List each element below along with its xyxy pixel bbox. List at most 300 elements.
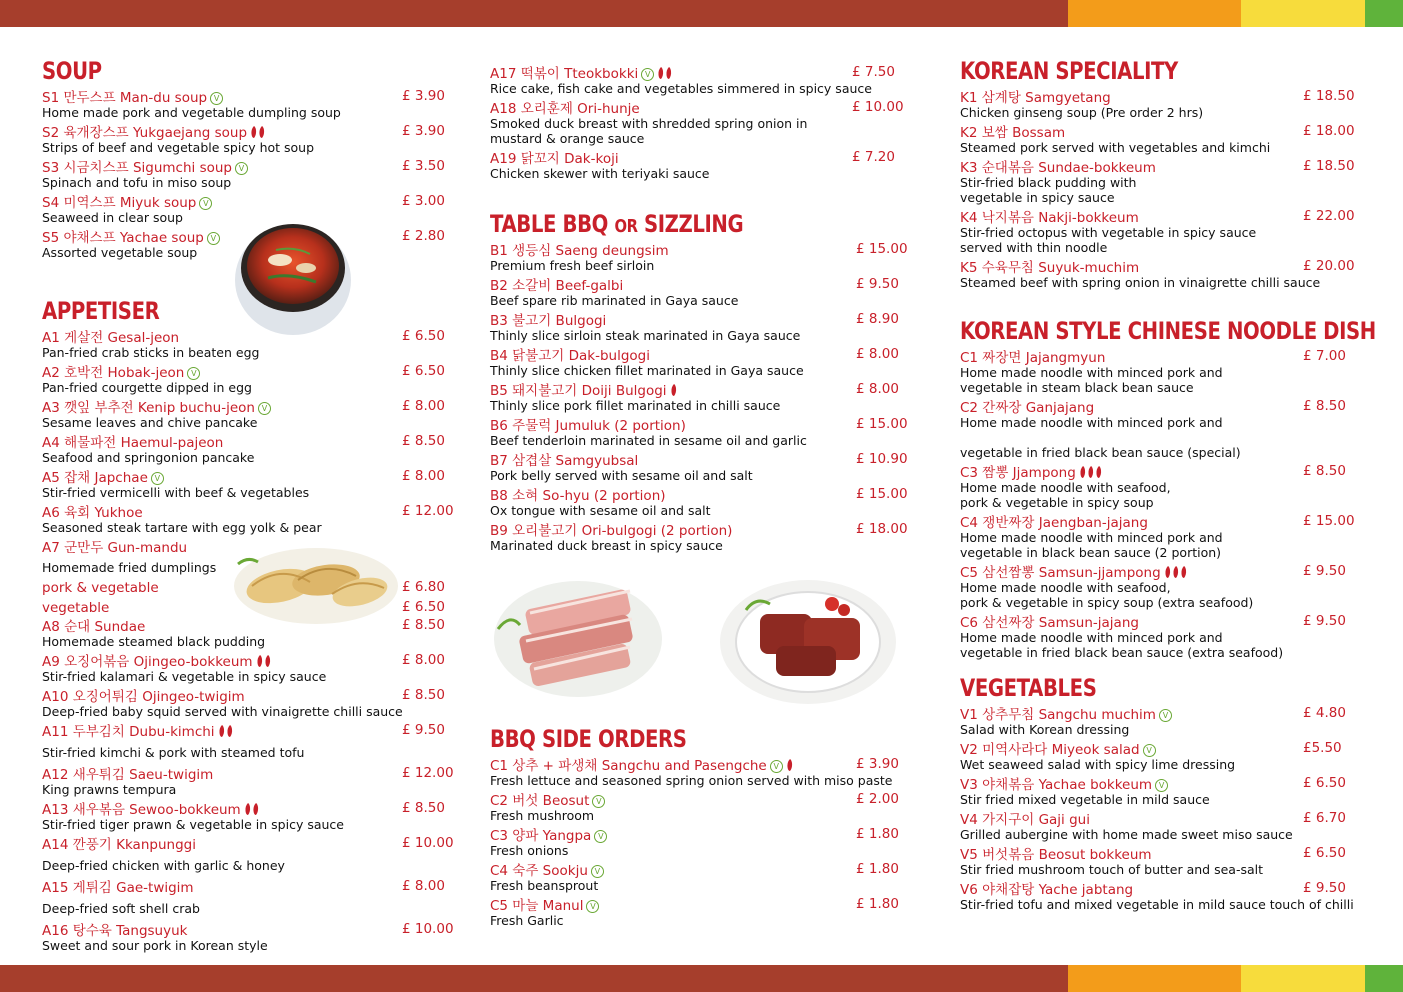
item-price: £ 7.00 [1303,348,1346,364]
item-name: A6 육회 Yukhoe [42,505,143,521]
bbq-side-orders-section [490,724,912,931]
item-name: C3 짬뽕 Jjampong [960,465,1076,481]
item-description: Fresh Garlic [490,913,564,928]
item-description: Rice cake, fish cake and vegetables simmered in spicy sauce [490,81,872,96]
item-description: served with thin noodle [960,240,1108,255]
item-name: A4 해물파전 Haemul-pajeon [42,435,224,451]
item-name: B4 닭불고기 Dak-bulgogi [490,348,650,364]
chili-icon [1173,566,1178,578]
bar-segment-yellow [1241,0,1365,27]
item-name: B8 소혀 So-hyu (2 portion) [490,488,666,504]
item-description: Home made noodle with minced pork and [960,630,1223,645]
item-description: Seasoned steak tartare with egg yolk & pear [42,520,322,535]
item-name: C2 버섯 Beosut [490,793,590,809]
item-description: King prawns tempura [42,782,177,797]
bar-segment-green [1365,0,1403,27]
item-description: Deep-fried baby squid served with vinaigrette chilli sauce [42,704,403,719]
item-price: £ 18.50 [1303,88,1355,104]
item-price: £ 20.00 [1303,258,1355,274]
item-description: vegetable in fried black bean sauce (extra seafood) [960,645,1284,660]
item-price: £ 3.90 [402,88,445,104]
chili-icon [667,67,672,79]
item-price: £ 8.00 [402,468,445,484]
item-price: £ 8.00 [856,346,899,362]
item-description: Sesame leaves and chive pancake [42,415,258,430]
item-name: B5 돼지불고기 Doiji Bulgogi [490,383,667,399]
menu-item [490,896,912,928]
item-name: A1 게살전 Gesal-jeon [42,330,180,346]
section-heading: VEGETABLES [960,674,1097,702]
item-price: £ 15.00 [856,241,908,257]
vegetarian-icon: V [1143,744,1156,757]
chili-spicy-icon [669,382,679,397]
item-name: S5 야채스프 Yachae soup [42,230,204,246]
chili-icon [253,803,258,815]
menu-item [490,486,912,518]
menu-item [960,463,1365,510]
item-name: C2 간짜장 Ganjajang [960,400,1095,416]
appetiser-cont-list [490,64,912,184]
item-description: vegetable in black bean sauce (2 portion) [960,545,1222,560]
item-description: Ox tongue with sesame oil and salt [490,503,711,518]
item-price: £ 1.80 [856,826,899,842]
item-price: £ 9.50 [1303,880,1346,896]
menu-item [42,328,462,360]
item-name: B1 생등심 Saeng deungsim [490,243,669,259]
vegetarian-icon: V [210,92,223,105]
item-description: Stir-fried vermicelli with beef & vegetables [42,485,310,500]
item-description [960,430,1365,445]
chili-icon [251,126,256,138]
menu-item [960,740,1365,772]
item-name: A12 새우튀김 Saeu-twigim [42,767,214,783]
vegetarian-icon: V [594,830,607,843]
item-price: £ 10.00 [402,921,454,937]
item-price: £ 15.00 [856,416,908,432]
chili-spicy-icon [255,653,273,668]
menu-item [960,705,1365,737]
item-price: £ 18.00 [1303,123,1355,139]
section-heading: KOREAN SPECIALITY [960,57,1178,85]
item-name: A13 새우볶음 Sewoo-bokkeum [42,802,241,818]
menu-item [490,241,912,273]
item-name: A16 탕수육 Tangsuyuk [42,923,188,939]
noodle-list [960,348,1365,663]
top-color-bar [0,0,1403,27]
vegetarian-icon: V [235,162,248,175]
item-price: £ 6.80 [402,579,445,595]
dumplings-photo [228,534,398,626]
menu-item [960,880,1365,912]
item-price: £ 9.50 [402,722,445,738]
item-price: £ 3.90 [402,123,445,139]
menu-item [960,123,1365,155]
item-name: C4 숙주 Sookju [490,863,588,879]
section-heading: KOREAN STYLE CHINESE NOODLE DISH [960,317,1376,345]
menu-item [42,835,462,875]
item-name: A2 호박전 Hobak-jeon [42,365,185,381]
bar-segment-yellow [1241,965,1365,992]
menu-item [960,613,1365,660]
item-description: Chicken ginseng soup (Pre order 2 hrs) [960,105,1204,120]
menu-item [490,416,912,448]
vegetarian-icon: V [187,367,200,380]
chili-spicy-icon [249,124,267,139]
vegetarian-icon: V [151,472,164,485]
menu-item [42,765,462,797]
menu-item [960,258,1365,290]
item-name: V2 미역사라다 Miyeok salad [960,742,1140,758]
item-price: £ 9.50 [1303,563,1346,579]
item-name: S4 미역스프 Miyuk soup [42,195,197,211]
item-price: £ 8.50 [402,800,445,816]
menu-item [42,363,462,395]
item-description: Stir-fried tofu and mixed vegetable in mild sauce touch of chilli [960,897,1354,912]
bbq-list [490,241,912,556]
item-option: pork & vegetable [42,580,159,596]
menu-item [490,451,912,483]
menu-item [42,468,462,500]
item-name: V3 야채볶음 Yachae bokkeum [960,777,1153,793]
item-price: £ 8.00 [402,398,445,414]
item-name: A5 잡채 Japchae [42,470,148,486]
item-option: vegetable [42,600,110,616]
chili-icon [1080,466,1085,478]
item-name: A17 떡볶이 Tteokbokki [490,66,639,82]
item-name: B9 오리불고기 Ori-bulgogi (2 portion) [490,523,733,539]
item-description: Smoked duck breast with shredded spring onion in [490,116,808,131]
item-price: £ 10.90 [856,451,908,467]
menu-item [42,878,462,918]
noodle-section [960,316,1376,663]
item-description: Assorted vegetable soup [42,245,198,260]
item-name: A15 게튀김 Gae-twigim [42,880,194,896]
chili-spicy-icon [785,757,795,772]
item-description: Fresh lettuce and seasoned spring onion served with miso paste [490,773,893,788]
bar-segment-brown [0,0,1068,27]
menu-item [490,826,912,858]
item-name: V4 가지구이 Gaji gui [960,812,1090,828]
vegetarian-icon: V [641,68,654,81]
item-name: A18 오리훈제 Ori-hunje [490,101,640,117]
item-name: K1 삼계탕 Samgyetang [960,90,1111,106]
appetiser-section [42,296,462,956]
vegetables-section [960,673,1365,915]
chili-spicy-icon [656,65,674,80]
chili-icon [257,655,262,667]
vegetarian-icon: V [199,197,212,210]
item-price: £ 10.00 [402,835,454,851]
chili-icon [265,655,270,667]
korean-speciality-section [960,56,1365,293]
item-description: Steamed pork served with vegetables and kimchi [960,140,1271,155]
item-description: Deep-fried chicken with garlic & honey [42,858,285,873]
item-price: £ 8.50 [1303,398,1346,414]
menu-item [960,348,1365,395]
appetiser-continued [490,64,912,184]
item-description: Stir-fried black pudding with [960,175,1137,190]
item-name: A8 순대 Sundae [42,619,146,635]
item-name: C4 쟁반짜장 Jaengban-jajang [960,515,1148,531]
appetiser-list-2 [42,617,462,956]
item-name: S2 육개장스프 Yukgaejang soup [42,125,248,141]
korean-list [960,88,1365,293]
vegetarian-icon: V [770,760,783,773]
item-price: £ 1.80 [856,861,899,877]
menu-item [960,845,1365,877]
item-price: £ 22.00 [1303,208,1355,224]
item-name: B3 불고기 Bulgogi [490,313,607,329]
item-price: £ 1.80 [856,896,899,912]
menu-item [42,88,462,120]
item-description: Beef spare rib marinated in Gaya sauce [490,293,739,308]
menu-item [490,346,912,378]
chili-icon [787,759,792,771]
item-description: vegetable in fried black bean sauce (special) [960,445,1241,460]
item-description: Home made noodle with seafood, [960,480,1171,495]
bar-segment-orange [1068,0,1241,27]
item-description: Stir fried mushroom touch of butter and sea-salt [960,862,1264,877]
menu-item [42,398,462,430]
item-description: Stir-fried kalamari & vegetable in spicy sauce [42,669,327,684]
menu-item [960,563,1365,610]
item-price: £ 8.50 [402,433,445,449]
item-price: £ 8.50 [402,687,445,703]
item-price: £ 6.50 [402,363,445,379]
menu-item [42,800,462,832]
menu-item [960,158,1365,205]
menu-item [42,433,462,465]
bar-segment-orange [1068,965,1241,992]
chili-icon [259,126,264,138]
menu-item [490,381,912,413]
item-price: £5.50 [1303,740,1342,756]
item-description: Grilled aubergine with home made sweet miso sauce [960,827,1293,842]
marinated-beef-photo [716,570,900,708]
item-description: Pan-fried courgette dipped in egg [42,380,252,395]
menu-item [960,810,1365,842]
item-description: Homemade fried dumplings [42,560,217,575]
item-name: S3 시금치스프 Sigumchi soup [42,160,232,176]
side-list [490,756,912,931]
item-price: £ 12.00 [402,503,454,519]
item-name: A14 깐풍기 Kkanpunggi [42,837,196,853]
item-name: K3 순대볶음 Sundae-bokkeum [960,160,1156,176]
chili-spicy-icon [1163,564,1189,579]
item-description: pork & vegetable in spicy soup (extra seafood) [960,595,1254,610]
menu-item [490,99,912,146]
chili-icon [1096,466,1101,478]
menu-item [490,64,912,96]
item-description: vegetable in spicy sauce [960,190,1115,205]
item-price: £ 8.00 [402,878,445,894]
item-description: vegetable in steam black bean sauce [960,380,1194,395]
item-description: Thinly slice pork fillet marinated in chilli sauce [490,398,781,413]
item-description: Wet seaweed salad with spicy lime dressing [960,757,1236,772]
chili-spicy-icon [1078,464,1104,479]
item-name: B7 삼겹살 Samgyubsal [490,453,639,469]
item-description: Homemade steamed black pudding [42,634,266,649]
chili-icon [659,67,664,79]
menu-item [490,521,912,553]
item-name: C6 삼선짜장 Samsun-jajang [960,615,1139,631]
menu-item [490,756,912,788]
item-description: Fresh beansprout [490,878,599,893]
item-description: Sweet and sour pork in Korean style [42,938,268,953]
item-description: Thinly slice sirloin steak marinated in Gaya sauce [490,328,801,343]
menu-item [42,158,462,190]
item-price: £ 3.90 [856,756,899,772]
item-description: Home made noodle with minced pork and [960,530,1223,545]
item-price: £ 18.50 [1303,158,1355,174]
item-name: K5 수육무침 Suyuk-muchim [960,260,1140,276]
raw-pork-belly-photo [490,573,670,703]
menu-item [960,88,1365,120]
item-description: Pan-fried crab sticks in beaten egg [42,345,260,360]
menu-item [960,398,1365,460]
menu-item [42,123,462,155]
item-price: £ 7.20 [852,149,895,165]
item-name: C3 양파 Yangpa [490,828,592,844]
item-price: £ 12.00 [402,765,454,781]
menu-item [490,791,912,823]
item-name: C5 삼선짬뽕 Samsun-jjampong [960,565,1161,581]
item-price: £ 2.80 [402,228,445,244]
chili-spicy-icon [217,723,235,738]
item-price: £ 6.70 [1303,810,1346,826]
item-description: Chicken skewer with teriyaki sauce [490,166,710,181]
item-price: £ 15.00 [1303,513,1355,529]
menu-item [960,775,1365,807]
bar-segment-brown [0,965,1068,992]
section-heading: APPETISER [42,297,160,325]
item-name: C5 마늘 Manul [490,898,584,914]
item-name: B6 주물럭 Jumuluk (2 portion) [490,418,686,434]
item-description: Deep-fried soft shell crab [42,901,200,916]
item-price: £ 10.00 [852,99,904,115]
item-description: Home made noodle with minced pork and [960,365,1223,380]
item-price: £ 3.50 [402,158,445,174]
item-price: £ 18.00 [856,521,908,537]
item-description: Beef tenderloin marinated in sesame oil and garlic [490,433,807,448]
item-price: £ 8.90 [856,311,899,327]
chili-icon [1181,566,1186,578]
menu-item [490,276,912,308]
item-description: Home made noodle with seafood, [960,580,1171,595]
section-heading: SOUP [42,57,102,85]
item-price: £ 8.50 [402,617,445,633]
item-name: V1 상추무침 Sangchu muchim [960,707,1156,723]
item-price: £ 6.50 [402,328,445,344]
menu-item [42,687,462,719]
item-price: £ 6.50 [1303,845,1346,861]
menu-item [490,149,912,181]
item-price: £ 9.50 [856,276,899,292]
vegetarian-icon: V [586,900,599,913]
bar-segment-green [1365,965,1403,992]
vegetarian-icon: V [1159,709,1172,722]
chili-icon [245,803,250,815]
chili-icon [227,725,232,737]
item-price: £ 4.80 [1303,705,1346,721]
item-price: £ 9.50 [1303,613,1346,629]
item-price: £ 8.00 [402,652,445,668]
section-heading: TABLE BBQ OR SIZZLING [490,210,744,238]
item-description: Home made pork and vegetable dumpling soup [42,105,341,120]
item-description: Stir fried mixed vegetable in mild sauce [960,792,1210,807]
item-description: Salad with Korean dressing [960,722,1130,737]
bottom-color-bar [0,965,1403,992]
item-price: £ 2.00 [856,791,899,807]
menu-item [42,722,462,762]
item-name: K2 보쌈 Bossam [960,125,1066,141]
item-description: Seaweed in clear soup [42,210,183,225]
item-description: Strips of beef and vegetable spicy hot soup [42,140,315,155]
item-description: Pork belly served with sesame oil and salt [490,468,753,483]
item-name: A10 오징어튀김 Ojingeo-twigim [42,689,245,705]
vegetarian-icon: V [591,865,604,878]
item-description: Premium fresh beef sirloin [490,258,655,273]
appetiser-list [42,328,462,538]
chili-icon [219,725,224,737]
item-description: Stir-fried kimchi & pork with steamed tofu [42,745,305,760]
item-name: V5 버섯볶음 Beosut bokkeum [960,847,1152,863]
item-price: £ 6.50 [1303,775,1346,791]
item-description: Marinated duck breast in spicy sauce [490,538,723,553]
section-heading: BBQ SIDE ORDERS [490,725,687,753]
vegetarian-icon: V [592,795,605,808]
chili-icon [1165,566,1170,578]
chili-icon [671,384,676,396]
item-description: Steamed beef with spring onion in vinaigrette chilli sauce [960,275,1321,290]
menu-item [42,503,462,535]
item-description: Fresh mushroom [490,808,595,823]
item-price: £ 7.50 [852,64,895,80]
item-description: pork & vegetable in spicy soup [960,495,1154,510]
item-price: £ 8.50 [1303,463,1346,479]
item-name: A3 깻잎 부추전 Kenip buchu-jeon [42,400,255,416]
vegetarian-icon: V [258,402,271,415]
item-description: Home made noodle with minced pork and [960,415,1223,430]
vegetables-list [960,705,1365,915]
item-name: A9 오징어볶음 Ojingeo-bokkeum [42,654,253,670]
menu-item [42,921,462,953]
menu-item [42,652,462,684]
item-name: A7 군만두 Gun-mandu [42,540,188,556]
vegetarian-icon: V [207,232,220,245]
item-name: C1 짜장면 Jajangmyun [960,350,1106,366]
item-description: Thinly slice chicken fillet marinated in Gaya sauce [490,363,804,378]
item-name: A11 두부김치 Dubu-kimchi [42,724,215,740]
item-description: Spinach and tofu in miso soup [42,175,232,190]
item-name: S1 만두스프 Man-du soup [42,90,208,106]
item-description: Stir-fried octopus with vegetable in spicy sauce [960,225,1257,240]
menu-item [960,513,1365,560]
item-name: A19 닭꼬지 Dak-koji [490,151,619,167]
item-description: Stir-fried tiger prawn & vegetable in spicy sauce [42,817,344,832]
menu-item [490,311,912,343]
item-price: £ 6.50 [402,599,445,615]
chili-spicy-icon [243,801,261,816]
item-description: Fresh onions [490,843,569,858]
item-price: £ 3.00 [402,193,445,209]
menu-item [490,861,912,893]
menu-item [960,208,1365,255]
table-bbq-section [490,209,912,556]
item-price: £ 15.00 [856,486,908,502]
vegetarian-icon: V [1155,779,1168,792]
item-price: £ 8.00 [856,381,899,397]
